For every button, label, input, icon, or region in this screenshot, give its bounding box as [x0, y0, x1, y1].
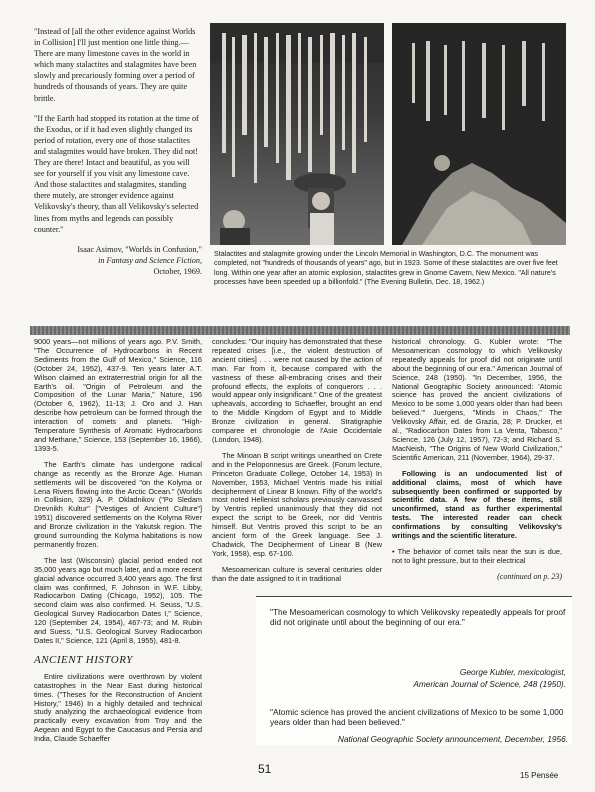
pull-quote-1-attribution-2: American Journal of Science, 248 (1950).: [413, 679, 566, 689]
stalagmite-photo: [392, 23, 566, 245]
column-1-paragraph-3: The last (Wisconsin) glacial period ended not 35,000 years ago but much later, and a more recent glacial advance occurred 3,400 years ago. The first claim was confirmed, F. Johnson in W.F. Libby, Radiocarbon Dating (Chicago, 1952), 105. The second claim was also confirmed. H. Seuss, "U.S. Geological Survey Radiocarbon Dates I," Science, 120 (September 24, 1954), 467-73; and M. Rubin and Suess, "U.S. Geological Survey Radiocarbon Dates II," Science, 121 (April 8, 1955), 481-8.: [34, 555, 202, 645]
text-column-3: [392, 338, 562, 589]
asimov-quote-paragraph-2: "If the Earth had stopped its rotation at the time of the Exodus, or if it had even slightly changed its period of rotation, every one of those stalactites and stalagmites would have broken. They did not! They are there! Intact and beautiful, as you will see for yourself if you visit any limestone cave. And those stalactites and stalagmites, standing there mutely, are stronger evidence against Velikovsky's theory, than all Velikovsky's selected lines from myths and legends can possibly counter.": [34, 113, 199, 234]
column-3-paragraph-1: historical chronology. G. Kubler wrote: "The Mesoamerican cosmology to which Velikovsky repeatedly appeals for proof did not originate until about the beginning of our era." American Journal of Science, 248 (1950). "In December, 1956, the National Geographic Society announced: 'Atomic science has proved the ancient civilizations of Mexico to be some 1,000 years older than had been believed.'" Juergens, "Minds in Chaos," The Velikovsky Affair, ed. de Grazia, 28; P. Drucker, et al., "Radiocarbon Dates from La Venta, Tabasco," Science, 126 (July 12, 1957), 72-3; and Richard S. MacNeish, "The Origins of New World Civilization," Scientific American, 211 (November, 1964), 29-37.: [392, 337, 562, 462]
column-2-paragraph-3: Mesoamerican culture is several centuries older than the date assigned to it in traditional: [212, 564, 382, 583]
stalactite-photo-image: [210, 23, 384, 245]
pull-quote-box: [256, 596, 572, 745]
stalagmite-photo-image: [392, 23, 566, 245]
text-column-1: [34, 338, 202, 751]
asimov-attribution: [34, 244, 202, 277]
pull-quote-1: "The Mesoamerican cosmology to which Velikovsky repeatedly appeals for proof did not originate until about the beginning of our era.": [270, 607, 566, 628]
bullet-item: • The behavior of comet tails near the sun is due, not to light pressure, but to their electrical: [392, 546, 562, 565]
text-column-2: [212, 338, 382, 591]
continued-link: (continued on p. 23): [497, 571, 562, 581]
section-heading: ANCIENT HISTORY: [34, 653, 133, 666]
column-1-paragraph-4: Entire civilizations were overthrown by violent catastrophes in the Near East during historical times. ("Theses for the Reconstruction of Ancient History," 1946) In a highly detailed and technical study analyzing the archaeological evidence from practically every excavation from Troy and the Aegean and Egypt to the Caucasus and Persia and India, Claude Schaeffer: [34, 671, 202, 744]
pull-quote-1-attribution-1: George Kubler, mexicologist,: [459, 667, 566, 677]
column-2-paragraph-2: The Minoan B script writings unearthed on Crete and in the Peloponnesus are Greek. (Forum lecture, Princeton Graduate College, October 14, 1953) In November, 1953, Michael Ventris made his initial decipherment of Linear B known. Fifty of the world's most noted Hellenist scholars previously canvassed by Ventris replied unanimously that they did not expect the script to be Greek, nor did Ventris himself. But Ventris proved this script to be an ancient form of the Greek language. See J. Chadwick, The Decipherment of Linear B (New York, 1958), esp. 67-100.: [212, 450, 382, 558]
column-2-paragraph-1: concludes: "Our inquiry has demonstrated that these repeated crises [i.e., the violent destruction of ancient cities] . . . were not caused by the action of man. Far from it, because compared with the vastness of these all-embracing crises and their profound effects, the exploits of conquerors . . . would appear only insignificant." One of the greatest upheavals, according to Schaeffer, brought an end to the Middle Kingdom of Egypt and to Middle Bronze civilization in general. Stratigraphie comparee et chronologie de l'Asie Occidentale (London, 1948).: [212, 337, 382, 444]
journal-footer: 15 Pensée: [520, 771, 559, 780]
column-1-paragraph-2: The Earth's climate has undergone radical change as recently as the Bronze Age. Human settlements will be discovered "on the Kolyma or Lena Rivers flowing into the Arctic Ocean." (Worlds in Collision, 329) A. P. Okladnikov ("Po Sledam Drevnikh Kultur" ["Vestiges of Ancient Culture"] 1951) discovered settlements on the Kolyma River and Bronze civilization in the Yakutsk region. The ground surrounding the Kolyma habitations is now permanently frozen.: [34, 459, 202, 549]
pull-quote-2: "Atomic science has proved the ancient civilizations of Mexico to be some 1,000 years older than had been believed.": [270, 707, 564, 728]
pull-quote-2-attribution: National Geographic Society announcement, December, 1956.: [337, 734, 568, 744]
asimov-attribution-line-1: Isaac Asimov, "Worlds in Confusion,": [77, 244, 202, 254]
stalactite-photo: [210, 23, 384, 245]
asimov-attribution-line-3: October, 1969.: [153, 266, 202, 276]
photo-caption: Stalactites and stalagmite growing under the Lincoln Memorial in Washington, D.C. The monument was completed, not "hundreds of thousands of years" ago, but in 1923. Some of these stalactites are over five feet long. Within one year after an atomic explosion, stalactites grew in Gnome Cavern, New Mexico. "All nature's processes have been speeded up a billionfold." (The Evening Bulletin, Dec. 18, 1962.): [214, 250, 558, 286]
asimov-quote-paragraph-1: "Instead of [all the other evidence against Worlds in Collision] I'll just mention one little thing.—There are many limestone caves in the world in which many stalactites and stalagmites have been slowly and precariously forming over a period of hundreds of thousands of years. They are quite brittle.: [34, 27, 197, 103]
page-number: 51: [258, 762, 272, 776]
asimov-quote-block: [34, 26, 202, 277]
divider-band: [30, 326, 570, 335]
asimov-attribution-line-2: in Fantasy and Science Fiction,: [98, 255, 202, 265]
column-1-paragraph-1: 9000 years—not millions of years ago. P.V. Smith, "The Occurrence of Hydrocarbons in Recent Sediments from the Gulf of Mexico," Science, 116 (October 24, 1952), 437-9. Ten years later A.T. Wilson claimed an extraterrestrial origin for all the Earth's oil. "Origin of Petroleum and the Composition of the Lunar Maria," Nature, 196 (October 6, 1962), 11-13; J. Oro and J. Han describe how petroleum can be formed through the interaction of comets and planets. "High-Temperature Synthesis of Aromatic Hydrocarbons and Methane," Science, 153 (September 16, 1966), 1393-5.: [34, 337, 202, 453]
additional-claims-note: Following is an undocumented list of additional claims, most of which have subsequently been confirmed or supported by scientific data. A few of these items, still unconfirmed, stand as further experimental tests. The interested reader can check confirmations by consulting Velikovsky's writings and the scientific literature.: [392, 468, 562, 541]
